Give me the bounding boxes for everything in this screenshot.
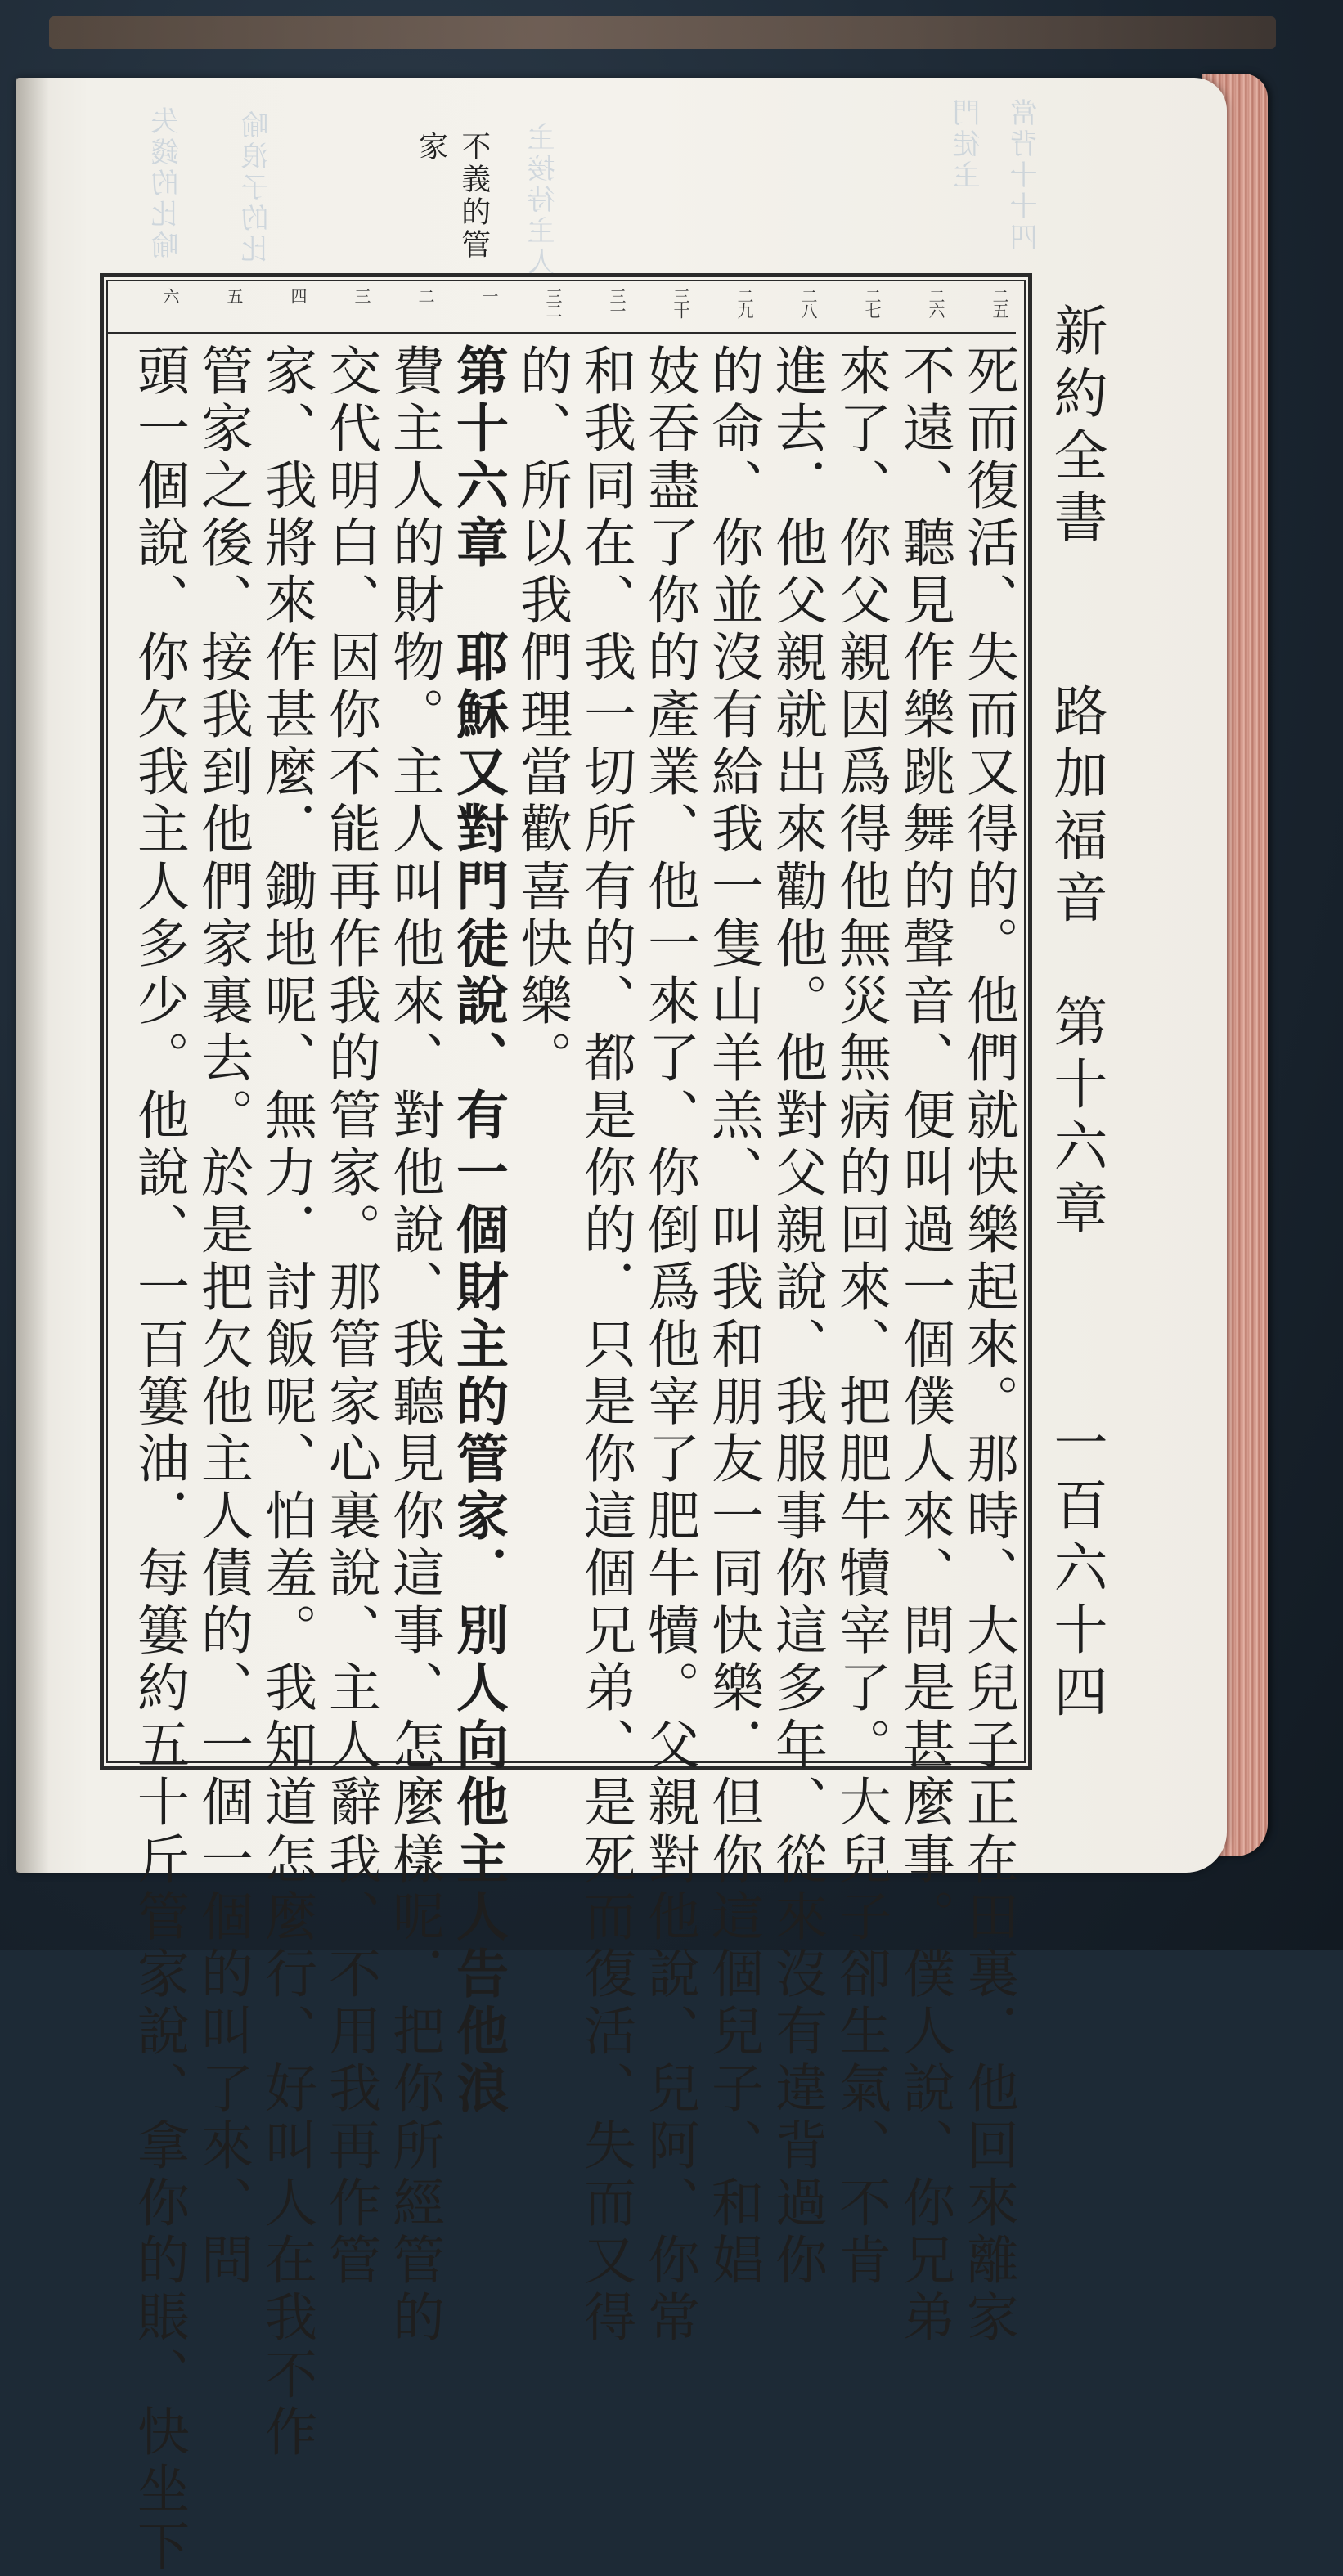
text-column-9: 第十六章 耶穌又對門徒說、有一個財主的管家．別人向他主人告他浪 (447, 343, 509, 2118)
gutter-shadow (16, 78, 49, 1873)
text-column-13: 管家之後、接我到他們家裏去。於是把欠他主人債的、一個一個的叫了來、問 (192, 343, 253, 2290)
show-through-text: 當背十十四 (1010, 98, 1043, 254)
text-column-10: 費主人的財物。主人叫他來、對他說、我聽見你這事、怎麼樣呢．把你所經管的 (384, 343, 444, 2347)
verse-number-row (106, 281, 1016, 334)
text-column-14: 頭一個說、你欠我主人多少。他說、一百簍油．每簍約五十斤管家說、拿你的賬、快坐下 (128, 343, 189, 2576)
verse-number: 二六 (926, 288, 945, 317)
verse-number: 二八 (798, 288, 818, 317)
text-column-7: 和我同在、我一切所有的、都是你的．只是你這個兄弟、是死而復活、失而又得 (575, 343, 636, 2347)
verse-number: 五 (224, 288, 244, 303)
verse-number: 六 (160, 288, 180, 303)
verse-number: 三十 (671, 288, 690, 317)
text-column-2: 不遠、聽見作樂跳舞的聲音、便叫過一個僕人來、問是甚麼事。僕人說、你兄弟 (894, 343, 954, 2347)
show-through-text: 失錢的比喻 (151, 106, 184, 262)
text-column-4: 進去．他父親就出來勸他。他對父親說、我服事你這多年、從來沒有違背過你 (766, 343, 827, 2290)
text-column-5: 的命、你並沒有給我一隻山羊羔、叫我和朋友一同快樂．但你這個兒子、和娼 (703, 343, 763, 2290)
verse-number: 三 (352, 288, 371, 303)
gospel-name: 路加福音 (1044, 683, 1107, 931)
text-column-11: 交代明白、因你不能再作我的管家。那管家心裏說、主人辭我、不用我再作管 (320, 343, 380, 2290)
page-number: 一百六十四 (1044, 1415, 1107, 1726)
text-column-6: 妓吞盡了你的產業、他一來了、你倒爲他宰了肥牛犢。父親對他說、兒阿、你常 (639, 343, 699, 2347)
verse-number: 二五 (990, 288, 1009, 317)
verse-number: 三一 (607, 288, 627, 317)
verse-number: 二九 (734, 288, 754, 317)
show-through-text: 門徒主 (953, 98, 986, 191)
text-column-1: 死而復活、失而又得的。他們就快樂起來。那時、大兒子正在田裏．他回來離家 (958, 343, 1018, 2347)
book-title: 新約全書 (1044, 303, 1107, 551)
chapter-heading: 第十六章 (1044, 994, 1107, 1242)
verse-number: 一 (479, 288, 499, 303)
margin-note-line1: 不義的管 (456, 131, 491, 262)
margin-note-line2: 家 (414, 131, 448, 164)
verse-number: 三二 (543, 288, 563, 317)
text-column-8: 的、所以我們理當歡喜快樂。 (511, 343, 572, 1088)
text-column-12: 家、我將來作甚麼．鋤地呢、無力．討飯呢、怕羞。我知道怎麼行、好叫人在我不作 (256, 343, 317, 2462)
show-through-text: 喻浪子的比 (241, 110, 274, 266)
text-column-3: 來了、你父親因爲得他無災無病的回來、把肥牛犢宰了。大兒子卻生氣、不肯 (830, 343, 891, 2290)
verse-number: 二 (415, 288, 435, 303)
cover-worn-edge (49, 16, 1276, 49)
show-through-text: 主接待主人 (528, 123, 560, 278)
verse-number: 四 (288, 288, 308, 303)
verse-number: 二七 (862, 288, 882, 317)
